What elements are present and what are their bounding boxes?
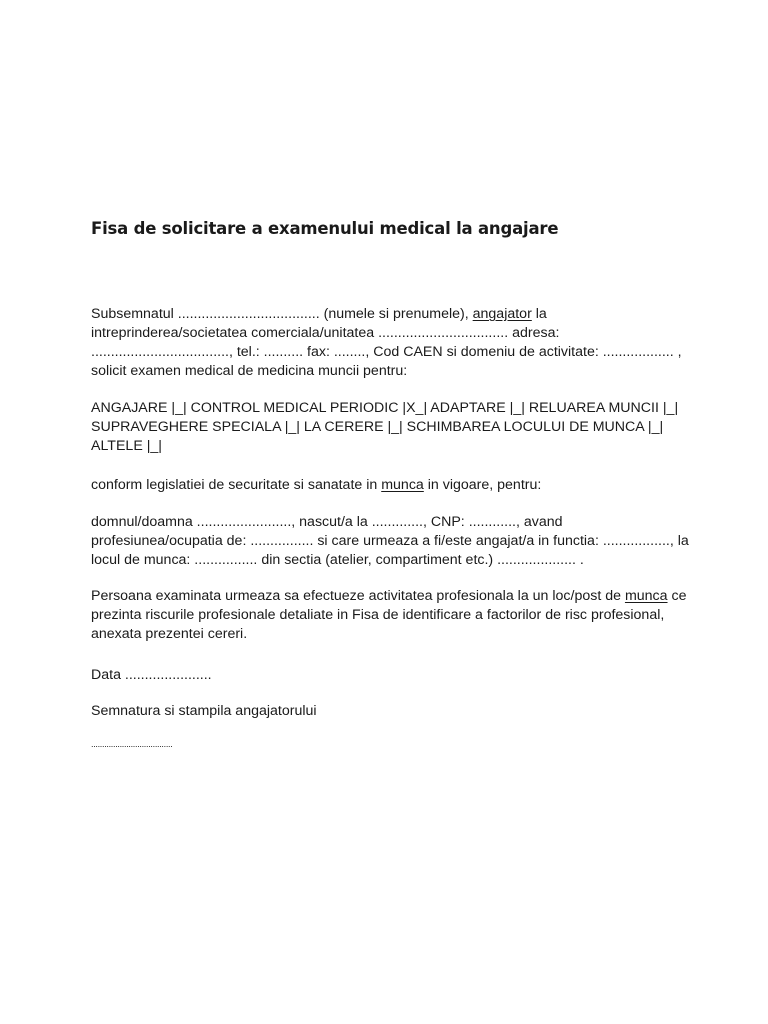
exam-type-line-2: SUPRAVEGHERE SPECIALA |_| LA CERERE |_| SCHIMBAREA LOCULUI DE MUNCA |_|: [91, 419, 664, 435]
legislation-text-b: in vigoare, pentru:: [423, 477, 542, 493]
employee-paragraph: [91, 513, 691, 570]
employee-line-3: locul de munca: ................ din sectia (atelier, compartiment etc.) .................... .: [91, 552, 584, 568]
employee-line-2: profesiunea/ocupatia de: ................ si care urmeaza a fi/este angajat/a in functia: ................., la: [91, 533, 689, 549]
exam-type-line-3: ALTELE |_|: [91, 438, 162, 454]
exam-type-options: [91, 399, 691, 456]
risk-line-1: [91, 587, 691, 606]
signature-label: Semnatura si stampila angajatorului: [91, 703, 317, 719]
legislation-line: [91, 476, 691, 495]
exam-type-line-1: ANGAJARE |_| CONTROL MEDICAL PERIODIC |X_| ADAPTARE |_| RELUAREA MUNCII |_|: [91, 400, 679, 416]
risk-line-1-text-a: Persoana examinata urmeaza sa efectueze activitatea profesionala la un loc/post de: [91, 588, 625, 604]
munca-link-2[interactable]: munca: [624, 588, 668, 604]
signature-dots: .....................................: [91, 739, 173, 749]
employer-line-1-text-a: Subsemnatul .................................... (numele si prenumele),: [91, 306, 473, 322]
angajator-link[interactable]: angajator: [472, 306, 532, 322]
risk-line-1-text-b: ce: [667, 588, 687, 604]
legislation-paragraph: [91, 476, 691, 495]
risk-paragraph: [91, 587, 691, 644]
employer-line-4: solicit examen medical de medicina muncii pentru:: [91, 363, 408, 379]
munca-link-1[interactable]: munca: [381, 477, 424, 493]
employer-paragraph: [91, 305, 691, 381]
risk-line-3: anexata prezentei cereri.: [91, 626, 248, 642]
employer-line-2: intreprinderea/societatea comerciala/unitatea ................................. adresa:: [91, 325, 560, 341]
date-line: Data ......................: [91, 667, 212, 683]
document-title: Fisa de solicitare a examenului medical la angajare: [91, 219, 559, 238]
employer-line-1-text-b: la: [531, 306, 547, 322]
employer-line-1: [91, 305, 691, 324]
employer-line-3: ..................................., tel.: .......... fax: ........, Cod CAEN si domeniu de activitate: .................. ,: [91, 344, 682, 360]
employee-line-1: domnul/doamna ........................, nascut/a la ............., CNP: ............, avand: [91, 514, 563, 530]
risk-line-2: prezinta riscurile profesionale detaliate in Fisa de identificare a factorilor de risc profesional,: [91, 607, 665, 623]
legislation-text-a: conform legislatiei de securitate si sanatate in: [91, 477, 382, 493]
